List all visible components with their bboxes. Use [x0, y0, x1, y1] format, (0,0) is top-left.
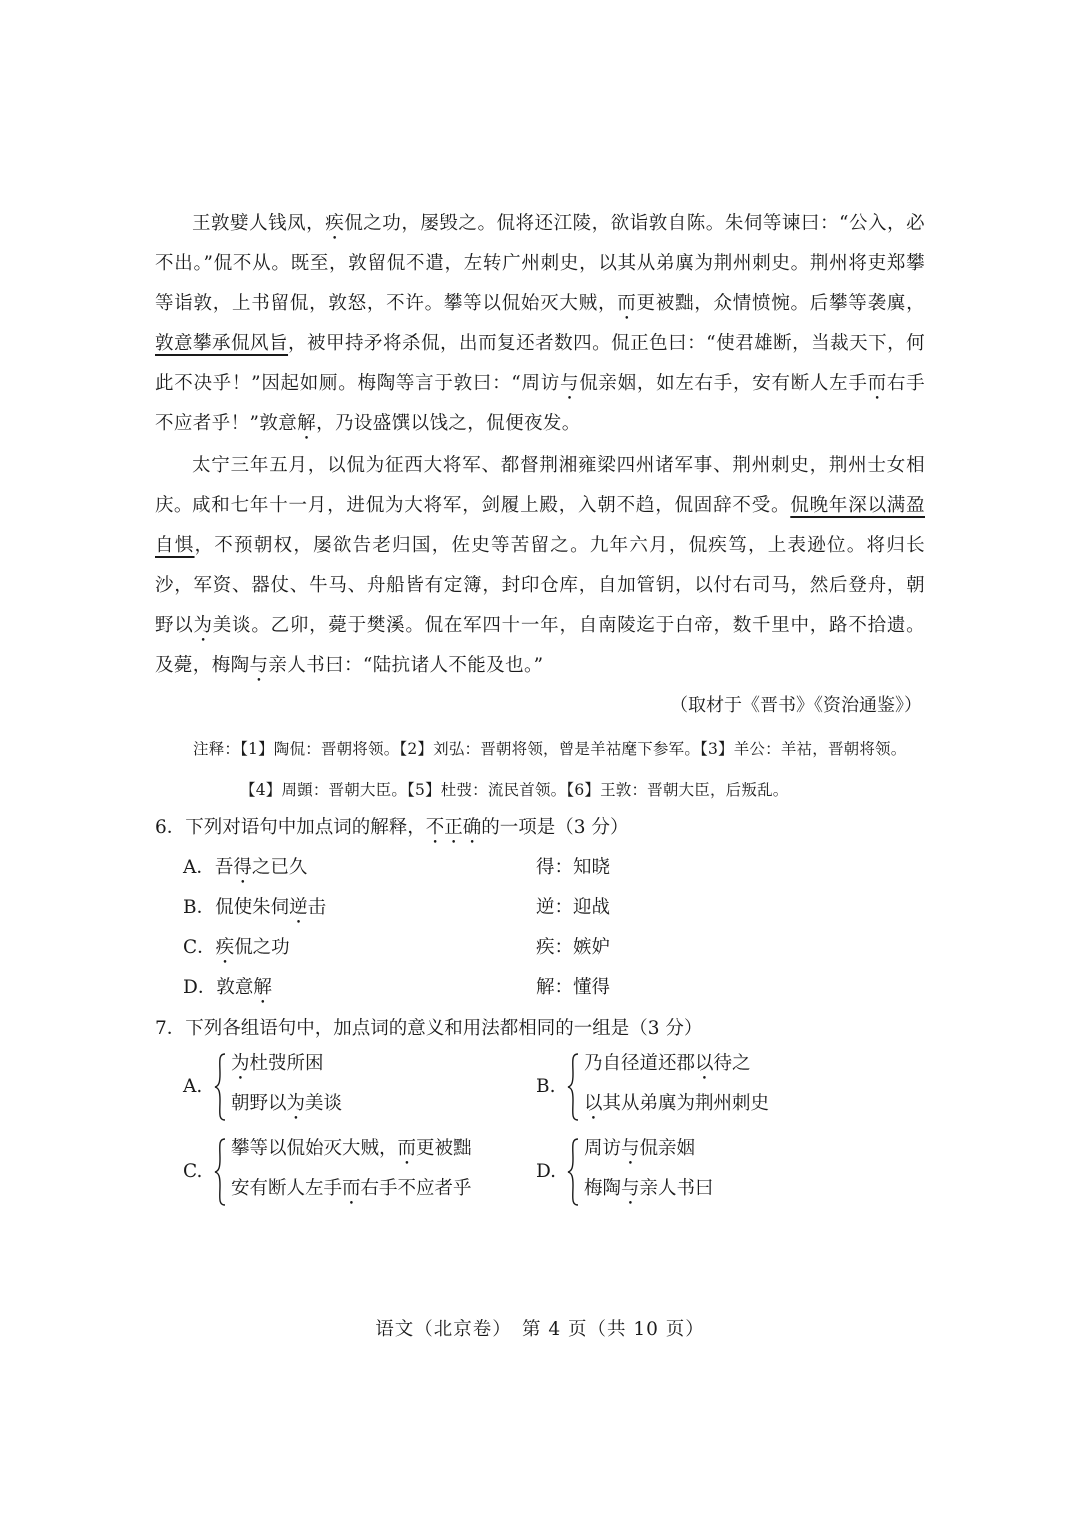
text-run: 梅陶: [584, 1178, 622, 1199]
dotted-word: 疾: [325, 213, 345, 234]
option-letter: B.: [536, 1076, 556, 1097]
dotted-word: 为: [286, 1093, 306, 1114]
question-6-gloss-a: 得：知晓: [536, 857, 611, 878]
text-run: 美谈。乙卯，薨于樊溪。侃在军四十一年，自南陵迄于白帝，数千里中，路不拾遗。及薨，梅陶: [155, 615, 925, 676]
text-run: 侃之功: [234, 937, 290, 958]
dotted-word: 以: [695, 1053, 714, 1074]
option-line-1: [231, 1133, 472, 1169]
passage-paragraph-1: [155, 204, 925, 444]
option-letter: D.: [536, 1161, 557, 1182]
passage-source: （取材于《晋书》《资治通鉴》）: [670, 695, 922, 716]
dotted-word: 得: [233, 857, 252, 878]
annotation-line-2: 【4】周顗：晋朝大臣。【5】杜弢：流民首领。【6】王敦：晋朝大臣，后叛乱。: [240, 781, 789, 799]
dotted-word: 解: [253, 977, 272, 998]
text-run: 的一项是（3 分）: [481, 817, 629, 838]
text-run: 朝野以: [231, 1093, 287, 1114]
passage-paragraph-2: 太宁三年五月，以侃为征西大将军、都督荆湘雍梁四州诸军事、荆州刺史，荆州士女相庆。: [155, 455, 925, 516]
annotation-line-1: 注释：【1】陶侃：晋朝将领。【2】刘弘：晋朝将领，曾是羊祜麾下参军。【3】羊公：羊祜，晋朝将领。: [193, 740, 907, 758]
question-6-option-c[interactable]: [183, 932, 290, 968]
text-run: 右手不应者乎: [360, 1178, 472, 1199]
dotted-word: 疾: [215, 937, 235, 958]
page-footer: 语文（北京卷） 第 4 页（共 10 页）: [375, 1319, 705, 1340]
option-line-2: [584, 1088, 769, 1124]
text-run: ，乃设盛馔以饯之，侃便夜发。: [316, 413, 581, 434]
dotted-word: 以: [584, 1093, 603, 1114]
text-run: 敦意: [216, 977, 254, 998]
left-brace-icon: [213, 1052, 227, 1122]
text-run: 攀等以侃始灭大贼，: [231, 1138, 398, 1159]
text-run: 亲人书曰：“陆抗诸人不能及也。”: [268, 655, 544, 676]
dotted-word: 而: [867, 373, 887, 394]
option-letter: C．: [183, 937, 216, 958]
dotted-word: 解: [297, 413, 317, 434]
dotted-word: 为: [193, 615, 213, 636]
option-letter: D．: [183, 977, 217, 998]
option-line-2: [231, 1088, 342, 1124]
text-run: 侃亲姻: [639, 1138, 696, 1159]
question-6-gloss-b: 逆：迎战: [536, 897, 611, 918]
text-run: 之已久: [251, 857, 308, 878]
text-run: 咸和七年十一月，进侃为大将军，剑履上殿，入朝不趋，侃固辞不受。: [192, 495, 791, 516]
option-line-1: [584, 1133, 695, 1169]
left-brace-icon: [213, 1137, 227, 1207]
dotted-word: 与: [249, 655, 269, 676]
option-letter: C.: [183, 1161, 203, 1182]
text-run: 安有断人左手: [231, 1178, 343, 1199]
text-run: 其从弟廙为荆州刺史: [602, 1093, 770, 1114]
text-run: 击: [307, 897, 327, 918]
option-line-1: [231, 1048, 324, 1084]
question-6-gloss-c: 疾：嫉妒: [536, 937, 611, 958]
text-run: 周访: [584, 1138, 622, 1159]
text-run: 更被黜，众情愤惋。后攀等袭廙，: [636, 293, 925, 314]
left-brace-icon: [566, 1137, 580, 1207]
underlined-sentence: 敦意攀承侃风旨: [155, 333, 289, 354]
left-brace-icon: [566, 1052, 580, 1122]
option-line-1: [584, 1048, 751, 1084]
dotted-word: 与: [559, 373, 580, 394]
text-run: 6．下列对语句中加点词的解释，: [155, 817, 426, 838]
text-run: 侃之功，屡毁之。侃将还江陵，欲诣敦自陈。朱伺等谏曰：“公入，必不出。”侃不从。既至，敦留侃不遣，左转广州刺史，以其从弟廙为荆州刺史。荆州将吏郑攀等诣敦，上书留侃，敦怒，不许。攀等以侃始灭大贼，: [155, 213, 925, 314]
dotted-word: 逆: [289, 897, 308, 918]
text-run: 待之: [713, 1053, 751, 1074]
dotted-word: 而: [617, 293, 637, 314]
dotted-word: 而: [342, 1178, 361, 1199]
text-run: 吾: [214, 857, 234, 878]
question-7-stem: 7．下列各组语句中，加点词的意义和用法都相同的一组是（3 分）: [155, 1018, 703, 1039]
question-6-option-a[interactable]: [183, 852, 307, 888]
text-run: 杜弢所困: [249, 1053, 324, 1074]
text-run: 更被黜: [416, 1138, 472, 1159]
option-line-2: [231, 1173, 472, 1209]
dotted-word: 不正确: [425, 817, 482, 838]
text-run: 美谈: [305, 1093, 343, 1114]
text-run: 亲人书曰: [639, 1178, 714, 1199]
question-6-option-b[interactable]: [183, 892, 326, 928]
text-run: ，不预朝权，屡欲告老归国，佐史等苦留之。九年六月，侃疾笃，上表逊位。将归长沙，军资、器仗、牛马、舟船皆有定簿，封印仓库，自加管钥，以付右司马，然后登舟，朝野以: [155, 535, 925, 636]
option-letter: A.: [183, 1076, 203, 1097]
text-run: 乃自径道还郡: [584, 1053, 696, 1074]
text-run: ，被甲持矛将杀侃，出而复还者数四。侃正色曰：“使君雄断，当裁天下，何此不决乎！”因起如厕。梅陶等言于敦曰：“周访: [155, 333, 925, 394]
dotted-word: 与: [621, 1178, 640, 1199]
question-6-gloss-d: 解：懂得: [536, 977, 611, 998]
dotted-word: 为: [231, 1053, 250, 1074]
option-letter: A．: [183, 857, 215, 878]
text-run: 侃亲姻，如左右手，安有断人左手: [579, 373, 868, 394]
dotted-word: 而: [397, 1138, 417, 1159]
option-letter: B．: [183, 897, 216, 918]
text-run: 王敦嬖人钱凤，: [192, 213, 326, 234]
passage-paragraph-3: [155, 486, 925, 686]
underlined-sentence: 侃晚年深以满盈自惧: [155, 495, 925, 556]
text-run: 右手不应者乎！”敦意: [155, 373, 925, 434]
question-6-stem: [155, 812, 628, 848]
question-6-option-d[interactable]: [183, 972, 272, 1008]
text-run: 侃使朱伺: [215, 897, 290, 918]
option-line-2: [584, 1173, 714, 1209]
dotted-word: 与: [621, 1138, 640, 1159]
